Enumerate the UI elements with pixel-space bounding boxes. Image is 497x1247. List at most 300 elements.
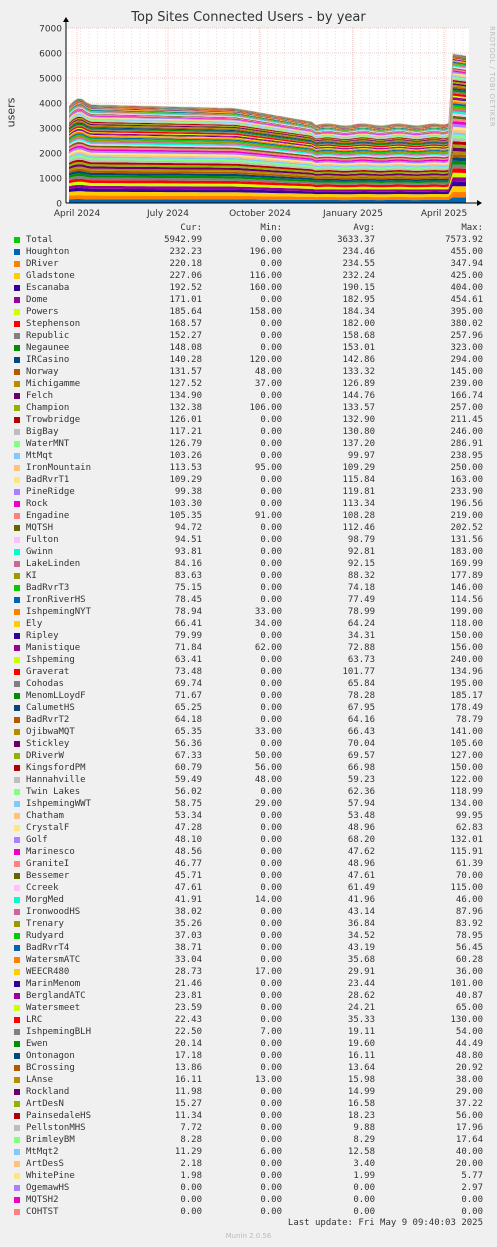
legend-avg-value: 43.14	[347, 907, 375, 917]
legend-avg-value: 34.31	[347, 631, 375, 641]
legend-avg-value: 126.89	[342, 379, 375, 389]
legend-name: OjibwaMQT	[26, 727, 75, 737]
legend-swatch	[14, 993, 20, 999]
legend-min-value: 0.00	[260, 475, 282, 485]
legend-row	[0, 546, 497, 558]
legend-swatch	[14, 513, 20, 519]
legend-max-value: 29.00	[455, 1087, 483, 1097]
legend-min-value: 0.00	[260, 439, 282, 449]
legend-avg-value: 29.91	[347, 967, 375, 977]
legend-avg-value: 14.99	[347, 1087, 375, 1097]
legend-swatch	[14, 321, 20, 327]
legend-cur-value: 152.27	[169, 331, 202, 341]
legend-row	[0, 762, 497, 774]
legend-row	[0, 1146, 497, 1158]
y-tick-label: 5000	[39, 74, 62, 85]
legend-name: Norway	[26, 367, 59, 377]
last-update: Last update: Fri May 9 09:40:03 2025	[287, 1218, 483, 1228]
legend-avg-value: 64.24	[347, 619, 375, 629]
legend-swatch	[14, 249, 20, 255]
legend-row	[0, 690, 497, 702]
legend-avg-value: 23.44	[347, 979, 375, 989]
legend-name: WhitePine	[26, 1171, 75, 1181]
legend-avg-value: 182.95	[342, 295, 375, 305]
legend-cur-value: 58.75	[174, 799, 202, 809]
legend-min-value: 0.00	[260, 931, 282, 941]
legend-avg-value: 47.62	[347, 847, 375, 857]
legend-max-value: 65.00	[455, 1003, 483, 1013]
legend-avg-value: 69.57	[347, 751, 375, 761]
legend-min-value: 0.00	[260, 655, 282, 665]
legend-min-value: 0.00	[260, 871, 282, 881]
column-min: Min:	[260, 223, 282, 233]
legend-max-value: 48.80	[455, 1051, 483, 1061]
x-axis-arrow	[477, 200, 482, 206]
legend-min-value: 0.00	[260, 1003, 282, 1013]
legend-row	[0, 1110, 497, 1122]
legend-avg-value: 70.04	[347, 739, 375, 749]
legend-row	[0, 414, 497, 426]
legend-avg-value: 43.19	[347, 943, 375, 953]
legend-max-value: 7573.92	[445, 235, 483, 245]
legend-max-value: 37.22	[455, 1099, 483, 1109]
legend-name: Rudyard	[26, 931, 64, 941]
legend-min-value: 0.00	[260, 559, 282, 569]
legend-min-value: 0.00	[260, 1087, 282, 1097]
legend-cur-value: 84.16	[174, 559, 202, 569]
legend-avg-value: 48.96	[347, 823, 375, 833]
legend-cur-value: 71.67	[174, 691, 202, 701]
legend-name: Republic	[26, 331, 70, 341]
legend-max-value: 20.92	[455, 1063, 483, 1073]
legend-cur-value: 0.00	[180, 1183, 202, 1193]
legend-row	[0, 234, 497, 246]
legend-max-value: 127.00	[450, 751, 483, 761]
legend-swatch	[14, 945, 20, 951]
legend-cur-value: 105.35	[169, 511, 202, 521]
legend-avg-value: 53.48	[347, 811, 375, 821]
legend-avg-value: 61.49	[347, 883, 375, 893]
legend-avg-value: 19.11	[347, 1027, 375, 1037]
legend-cur-value: 45.71	[174, 871, 202, 881]
legend-name: Ely	[26, 619, 43, 629]
legend-name: Trowbridge	[26, 415, 81, 425]
legend-min-value: 0.00	[260, 715, 282, 725]
legend-row	[0, 1194, 497, 1206]
legend-swatch	[14, 405, 20, 411]
legend-cur-value: 7.72	[180, 1123, 202, 1133]
legend-row	[0, 1158, 497, 1170]
legend-row	[0, 1182, 497, 1194]
legend-avg-value: 92.81	[347, 547, 375, 557]
legend-name: DRiverW	[26, 751, 64, 761]
legend-name: BerglandATC	[26, 991, 86, 1001]
legend-name: Gwinn	[26, 547, 54, 557]
legend-row	[0, 942, 497, 954]
legend-row	[0, 1050, 497, 1062]
legend-name: GraniteI	[26, 859, 70, 869]
legend-max-value: 134.96	[450, 667, 483, 677]
legend-cur-value: 117.21	[169, 427, 202, 437]
legend-cur-value: 127.52	[169, 379, 202, 389]
legend-row	[0, 666, 497, 678]
legend-cur-value: 46.77	[174, 859, 202, 869]
legend-max-value: 115.00	[450, 883, 483, 893]
legend-max-value: 347.94	[450, 259, 483, 269]
legend-row	[0, 450, 497, 462]
legend-avg-value: 0.00	[353, 1207, 375, 1217]
legend-min-value: 0.00	[260, 535, 282, 545]
x-tick-label: January 2025	[323, 209, 383, 219]
legend-avg-value: 234.46	[342, 247, 375, 257]
legend-name: KingsfordPM	[26, 763, 86, 773]
legend-cur-value: 71.84	[174, 643, 202, 653]
legend-avg-value: 66.43	[347, 727, 375, 737]
legend-name: Powers	[26, 307, 59, 317]
legend-name: Stickley	[26, 739, 70, 749]
legend-swatch	[14, 309, 20, 315]
legend-swatch	[14, 537, 20, 543]
legend-swatch	[14, 345, 20, 351]
legend-max-value: 46.00	[455, 895, 483, 905]
legend-avg-value: 112.46	[342, 523, 375, 533]
legend-cur-value: 140.28	[169, 355, 202, 365]
legend-swatch	[14, 477, 20, 483]
legend-row	[0, 1026, 497, 1038]
legend-name: Dome	[26, 295, 48, 305]
x-tick-label: July 2024	[147, 209, 189, 219]
y-tick-label: 7000	[39, 24, 62, 35]
legend-max-value: 454.61	[450, 295, 483, 305]
legend-name: MQTSH	[26, 523, 54, 533]
legend-name: IshpemingWWT	[26, 799, 92, 809]
legend-avg-value: 74.18	[347, 583, 375, 593]
legend-name: IRCasino	[26, 355, 70, 365]
legend-cur-value: 232.23	[169, 247, 202, 257]
legend-min-value: 62.00	[254, 643, 282, 653]
legend-max-value: 257.96	[450, 331, 483, 341]
legend-cur-value: 2.18	[180, 1159, 202, 1169]
legend-cur-value: 17.18	[174, 1051, 202, 1061]
legend-swatch	[14, 297, 20, 303]
legend-swatch	[14, 285, 20, 291]
legend-avg-value: 115.84	[342, 475, 375, 485]
legend-min-value: 0.00	[260, 859, 282, 869]
legend-avg-value: 77.49	[347, 595, 375, 605]
legend-cur-value: 5942.99	[164, 235, 202, 245]
legend-max-value: 62.83	[455, 823, 483, 833]
legend-max-value: 5.77	[461, 1171, 483, 1181]
legend-swatch	[14, 1113, 20, 1119]
legend-min-value: 48.00	[254, 775, 282, 785]
legend-name: Trenary	[26, 919, 64, 929]
legend-avg-value: 144.76	[342, 391, 375, 401]
legend-cur-value: 60.79	[174, 763, 202, 773]
legend-name: MorgMed	[26, 895, 64, 905]
legend-max-value: 2.97	[461, 1183, 483, 1193]
legend-avg-value: 232.24	[342, 271, 375, 281]
legend-cur-value: 93.81	[174, 547, 202, 557]
legend-row	[0, 510, 497, 522]
legend-name: IshpemingBLH	[26, 1027, 92, 1037]
legend-avg-value: 142.86	[342, 355, 375, 365]
legend-max-value: 17.64	[455, 1135, 483, 1145]
legend-row	[0, 366, 497, 378]
legend-cur-value: 11.34	[174, 1111, 202, 1121]
legend-name: OgemawHS	[26, 1183, 70, 1193]
legend-name: MenomLLoydF	[26, 691, 86, 701]
legend-min-value: 0.00	[260, 631, 282, 641]
legend-avg-value: 78.28	[347, 691, 375, 701]
legend-max-value: 177.89	[450, 571, 483, 581]
legend-swatch	[14, 1017, 20, 1023]
legend-cur-value: 73.48	[174, 667, 202, 677]
legend-name: Watersmeet	[26, 1003, 81, 1013]
legend-avg-value: 41.96	[347, 895, 375, 905]
generator-credit: Munin 2.0.56	[225, 1232, 272, 1240]
legend-cur-value: 47.28	[174, 823, 202, 833]
legend-cur-value: 0.00	[180, 1207, 202, 1217]
legend-name: BadRvrT1	[26, 475, 70, 485]
legend-max-value: 114.56	[450, 595, 483, 605]
legend-row	[0, 606, 497, 618]
legend-max-value: 54.00	[455, 1027, 483, 1037]
legend-cur-value: 23.59	[174, 1003, 202, 1013]
legend-swatch	[14, 813, 20, 819]
legend-avg-value: 63.73	[347, 655, 375, 665]
legend-name: Marinesco	[26, 847, 75, 857]
legend-cur-value: 94.72	[174, 523, 202, 533]
legend-name: BigBay	[26, 427, 59, 437]
legend-swatch	[14, 237, 20, 243]
legend-max-value: 99.95	[455, 811, 483, 821]
legend-max-value: 202.52	[450, 523, 483, 533]
legend-avg-value: 190.15	[342, 283, 375, 293]
legend-min-value: 0.00	[260, 703, 282, 713]
legend-row	[0, 846, 497, 858]
legend-swatch	[14, 705, 20, 711]
legend-name: WEECR480	[26, 967, 70, 977]
legend-avg-value: 19.60	[347, 1039, 375, 1049]
legend-avg-value: 99.97	[347, 451, 375, 461]
chart-title: Top Sites Connected Users - by year	[131, 10, 366, 25]
legend-cur-value: 8.28	[180, 1135, 202, 1145]
legend-min-value: 0.00	[260, 847, 282, 857]
legend-min-value: 116.00	[249, 271, 282, 281]
legend-min-value: 0.00	[260, 1159, 282, 1169]
legend-name: Graverat	[26, 667, 70, 677]
legend-cur-value: 66.41	[174, 619, 202, 629]
legend-min-value: 0.00	[260, 1111, 282, 1121]
legend-name: IronwoodHS	[26, 907, 81, 917]
legend-avg-value: 16.11	[347, 1051, 375, 1061]
legend-name: Gladstone	[26, 271, 75, 281]
legend-avg-value: 36.84	[347, 919, 375, 929]
legend-cur-value: 69.74	[174, 679, 202, 689]
legend-row	[0, 966, 497, 978]
legend-min-value: 33.00	[254, 607, 282, 617]
legend-avg-value: 24.21	[347, 1003, 375, 1013]
legend-row	[0, 474, 497, 486]
legend-min-value: 0.00	[260, 427, 282, 437]
legend-cur-value: 132.38	[169, 403, 202, 413]
legend-row	[0, 486, 497, 498]
y-axis-label: users	[4, 97, 18, 128]
legend-max-value: 257.00	[450, 403, 483, 413]
legend-row	[0, 342, 497, 354]
legend-min-value: 106.00	[249, 403, 282, 413]
legend-cur-value: 22.50	[174, 1027, 202, 1037]
legend-swatch	[14, 1065, 20, 1071]
legend-swatch	[14, 357, 20, 363]
legend-cur-value: 109.29	[169, 475, 202, 485]
legend-max-value: 178.49	[450, 703, 483, 713]
legend-max-value: 156.00	[450, 643, 483, 653]
legend-max-value: 118.99	[450, 787, 483, 797]
legend-row	[0, 978, 497, 990]
legend-avg-value: 132.90	[342, 415, 375, 425]
legend-row	[0, 654, 497, 666]
legend-avg-value: 9.88	[353, 1123, 375, 1133]
legend-cur-value: 48.56	[174, 847, 202, 857]
legend-min-value: 13.00	[254, 1075, 282, 1085]
legend-swatch	[14, 381, 20, 387]
legend-name: WatersmATC	[26, 955, 81, 965]
legend-row	[0, 798, 497, 810]
legend-min-value: 0.00	[260, 235, 282, 245]
legend-max-value: 105.60	[450, 739, 483, 749]
legend-max-value: 150.00	[450, 763, 483, 773]
legend-avg-value: 12.58	[347, 1147, 375, 1157]
legend-cur-value: 41.91	[174, 895, 202, 905]
legend-max-value: 380.02	[450, 319, 483, 329]
legend-name: LRC	[26, 1015, 43, 1025]
legend-swatch	[14, 729, 20, 735]
legend-name: IronRiverHS	[26, 595, 86, 605]
legend-swatch	[14, 525, 20, 531]
legend-name: CrystalF	[26, 823, 70, 833]
legend-name: KI	[26, 571, 37, 581]
legend-cur-value: 67.33	[174, 751, 202, 761]
legend-name: Rock	[26, 499, 48, 509]
legend-name: Houghton	[26, 247, 70, 257]
legend-max-value: 238.95	[450, 451, 483, 461]
legend-row	[0, 330, 497, 342]
legend-swatch	[14, 501, 20, 507]
legend-avg-value: 67.95	[347, 703, 375, 713]
legend-name: BrimleyBM	[26, 1135, 75, 1145]
legend-swatch	[14, 921, 20, 927]
legend-cur-value: 185.64	[169, 307, 202, 317]
legend-swatch	[14, 765, 20, 771]
legend-avg-value: 98.79	[347, 535, 375, 545]
legend-min-value: 0.00	[260, 1015, 282, 1025]
legend-min-value: 0.00	[260, 583, 282, 593]
legend-cur-value: 192.52	[169, 283, 202, 293]
legend-min-value: 0.00	[260, 487, 282, 497]
legend-min-value: 0.00	[260, 679, 282, 689]
legend-row	[0, 498, 497, 510]
legend-avg-value: 153.01	[342, 343, 375, 353]
column-avg: Avg:	[353, 223, 375, 233]
legend-cur-value: 64.18	[174, 715, 202, 725]
legend-name: BadRvrT2	[26, 715, 70, 725]
legend-min-value: 0.00	[260, 391, 282, 401]
legend-max-value: 199.00	[450, 607, 483, 617]
legend-min-value: 0.00	[260, 1039, 282, 1049]
legend-name: BadRvrT3	[26, 583, 70, 593]
legend-max-value: 183.00	[450, 547, 483, 557]
legend-cur-value: 227.06	[169, 271, 202, 281]
legend-row	[0, 1002, 497, 1014]
legend-row	[0, 810, 497, 822]
legend-cur-value: 38.02	[174, 907, 202, 917]
legend-avg-value: 3633.37	[337, 235, 375, 245]
legend-min-value: 0.00	[260, 523, 282, 533]
legend-cur-value: 47.61	[174, 883, 202, 893]
legend-name: IronMountain	[26, 463, 92, 473]
legend-row	[0, 306, 497, 318]
legend-swatch	[14, 1077, 20, 1083]
legend-swatch	[14, 1197, 20, 1203]
legend-swatch	[14, 621, 20, 627]
legend-avg-value: 18.23	[347, 1111, 375, 1121]
legend-min-value: 34.00	[254, 619, 282, 629]
legend-swatch	[14, 909, 20, 915]
legend-name: BadRvrT4	[26, 943, 70, 953]
legend-row	[0, 522, 497, 534]
legend-name: Ripley	[26, 631, 59, 641]
legend-max-value: 87.96	[455, 907, 483, 917]
legend-swatch	[14, 633, 20, 639]
legend-cur-value: 103.30	[169, 499, 202, 509]
legend-min-value: 0.00	[260, 811, 282, 821]
legend-max-value: 163.00	[450, 475, 483, 485]
legend-avg-value: 1.99	[353, 1171, 375, 1181]
legend-row	[0, 1014, 497, 1026]
legend-min-value: 17.00	[254, 967, 282, 977]
legend-avg-value: 68.20	[347, 835, 375, 845]
legend-avg-value: 101.77	[342, 667, 375, 677]
legend-min-value: 0.00	[260, 739, 282, 749]
legend-cur-value: 13.86	[174, 1063, 202, 1073]
legend-max-value: 56.45	[455, 943, 483, 953]
legend-avg-value: 66.98	[347, 763, 375, 773]
legend-cur-value: 75.15	[174, 583, 202, 593]
legend-cur-value: 65.35	[174, 727, 202, 737]
legend-row	[0, 630, 497, 642]
column-cur: Cur:	[180, 223, 202, 233]
legend-name: Hannahville	[26, 775, 86, 785]
legend-avg-value: 158.68	[342, 331, 375, 341]
legend-min-value: 0.00	[260, 991, 282, 1001]
legend-avg-value: 57.94	[347, 799, 375, 809]
legend-swatch	[14, 1041, 20, 1047]
legend-swatch	[14, 849, 20, 855]
legend-max-value: 0.00	[461, 1195, 483, 1205]
legend-avg-value: 184.34	[342, 307, 375, 317]
legend-cur-value: 78.45	[174, 595, 202, 605]
legend-avg-value: 34.52	[347, 931, 375, 941]
legend-cur-value: 23.81	[174, 991, 202, 1001]
legend-min-value: 48.00	[254, 367, 282, 377]
legend-swatch	[14, 657, 20, 663]
legend-name: Stephenson	[26, 319, 81, 329]
x-tick-label: April 2025	[420, 209, 468, 219]
legend-name: Felch	[26, 391, 54, 401]
legend-swatch	[14, 717, 20, 723]
legend-max-value: 250.00	[450, 463, 483, 473]
